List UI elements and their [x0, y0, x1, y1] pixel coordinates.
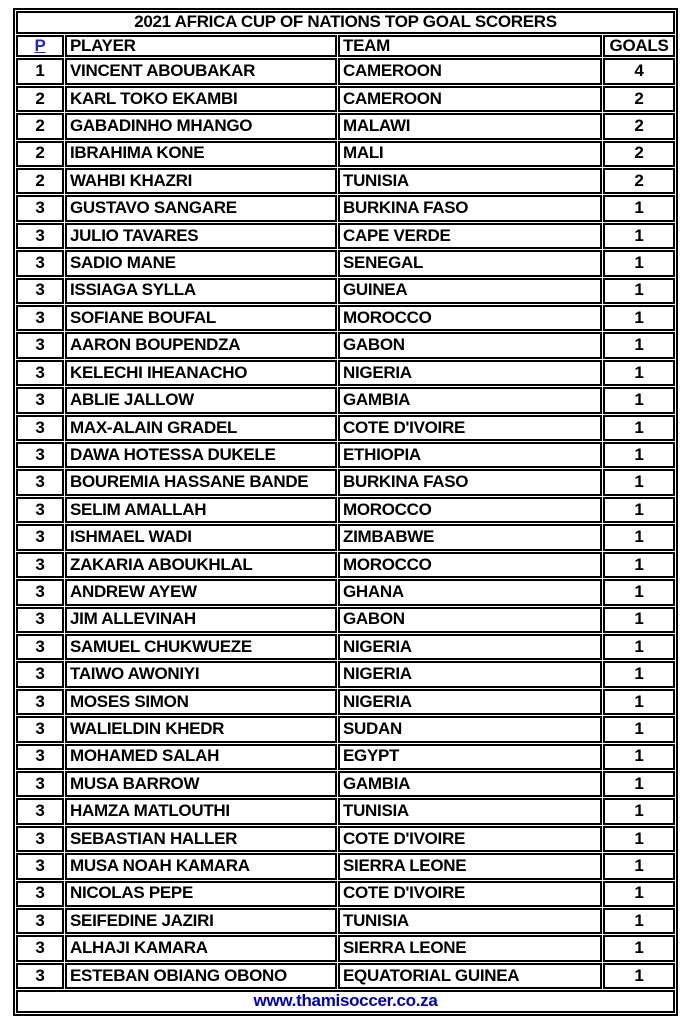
cell-player: IBRAHIMA KONE	[65, 141, 337, 167]
cell-goals: 1	[603, 935, 675, 961]
cell-player: KELECHI IHEANACHO	[65, 360, 337, 386]
cell-goals: 1	[603, 853, 675, 879]
cell-team: CAMEROON	[338, 58, 602, 84]
cell-goals: 1	[603, 963, 675, 990]
cell-player: AARON BOUPENDZA	[65, 332, 337, 358]
cell-goals: 1	[603, 689, 675, 715]
cell-team: BURKINA FASO	[338, 469, 602, 495]
cell-goals: 2	[603, 168, 675, 194]
cell-player: SEIFEDINE JAZIRI	[65, 908, 337, 934]
cell-goals: 1	[603, 387, 675, 413]
cell-player: WAHBI KHAZRI	[65, 168, 337, 194]
table-row	[16, 168, 675, 194]
cell-team: NIGERIA	[338, 661, 602, 687]
cell-pos: 3	[16, 826, 64, 852]
cell-player: ZAKARIA ABOUKHLAL	[65, 552, 337, 578]
cell-pos: 1	[16, 58, 64, 84]
scorers-table	[13, 8, 678, 1016]
cell-player: NICOLAS PEPE	[65, 881, 337, 907]
cell-team: ZIMBABWE	[338, 524, 602, 550]
title-row	[16, 11, 675, 34]
cell-goals: 2	[603, 113, 675, 139]
column-header-pos-cell	[16, 35, 64, 58]
cell-goals: 1	[603, 661, 675, 687]
cell-team: EQUATORIAL GUINEA	[338, 963, 602, 990]
cell-player: SELIM AMALLAH	[65, 497, 337, 523]
table-row	[16, 223, 675, 249]
cell-player: JULIO TAVARES	[65, 223, 337, 249]
cell-pos: 3	[16, 579, 64, 605]
table-row	[16, 744, 675, 770]
table-row	[16, 716, 675, 742]
cell-goals: 4	[603, 58, 675, 84]
cell-player: HAMZA MATLOUTHI	[65, 798, 337, 824]
cell-goals: 1	[603, 278, 675, 304]
cell-pos: 3	[16, 332, 64, 358]
table-row	[16, 935, 675, 961]
cell-team: GAMBIA	[338, 387, 602, 413]
cell-team: NIGERIA	[338, 360, 602, 386]
cell-pos: 3	[16, 360, 64, 386]
cell-player: ALHAJI KAMARA	[65, 935, 337, 961]
cell-pos: 3	[16, 689, 64, 715]
table-row	[16, 305, 675, 331]
cell-team: MOROCCO	[338, 497, 602, 523]
cell-pos: 3	[16, 305, 64, 331]
cell-pos: 3	[16, 716, 64, 742]
cell-team: GUINEA	[338, 278, 602, 304]
cell-goals: 1	[603, 607, 675, 633]
cell-pos: 3	[16, 278, 64, 304]
cell-pos: 3	[16, 607, 64, 633]
cell-player: GUSTAVO SANGARE	[65, 195, 337, 221]
cell-team: COTE D'IVOIRE	[338, 881, 602, 907]
table-row	[16, 963, 675, 990]
cell-team: GAMBIA	[338, 771, 602, 797]
table-row	[16, 607, 675, 633]
table-row	[16, 853, 675, 879]
column-header-player: PLAYER	[65, 35, 337, 58]
table-title: 2021 AFRICA CUP OF NATIONS TOP GOAL SCORERS	[16, 11, 675, 34]
cell-pos: 3	[16, 469, 64, 495]
footer-link[interactable]: www.thamisoccer.co.za	[253, 991, 438, 1011]
table-row	[16, 86, 675, 112]
header-row	[16, 35, 675, 58]
cell-pos: 2	[16, 113, 64, 139]
cell-pos: 3	[16, 853, 64, 879]
table-row	[16, 661, 675, 687]
cell-team: GABON	[338, 332, 602, 358]
cell-pos: 3	[16, 250, 64, 276]
cell-pos: 3	[16, 442, 64, 468]
cell-team: CAMEROON	[338, 86, 602, 112]
cell-pos: 3	[16, 771, 64, 797]
cell-team: GABON	[338, 607, 602, 633]
table-body	[16, 58, 675, 989]
table-row	[16, 58, 675, 84]
table-row	[16, 415, 675, 441]
table-row	[16, 141, 675, 167]
cell-goals: 1	[603, 771, 675, 797]
cell-pos: 2	[16, 168, 64, 194]
cell-pos: 3	[16, 935, 64, 961]
table-row	[16, 332, 675, 358]
cell-goals: 2	[603, 86, 675, 112]
cell-pos: 3	[16, 497, 64, 523]
cell-player: SEBASTIAN HALLER	[65, 826, 337, 852]
cell-goals: 1	[603, 195, 675, 221]
cell-player: TAIWO AWONIYI	[65, 661, 337, 687]
cell-goals: 1	[603, 332, 675, 358]
cell-team: BURKINA FASO	[338, 195, 602, 221]
cell-team: TUNISIA	[338, 908, 602, 934]
cell-player: GABADINHO MHANGO	[65, 113, 337, 139]
cell-team: COTE D'IVOIRE	[338, 415, 602, 441]
cell-pos: 3	[16, 744, 64, 770]
table-row	[16, 469, 675, 495]
cell-team: ETHIOPIA	[338, 442, 602, 468]
cell-team: COTE D'IVOIRE	[338, 826, 602, 852]
cell-goals: 1	[603, 798, 675, 824]
cell-goals: 1	[603, 634, 675, 660]
column-header-team: TEAM	[338, 35, 602, 58]
footer-cell	[16, 990, 675, 1013]
cell-player: ISSIAGA SYLLA	[65, 278, 337, 304]
cell-team: CAPE VERDE	[338, 223, 602, 249]
cell-player: JIM ALLEVINAH	[65, 607, 337, 633]
cell-team: MOROCCO	[338, 305, 602, 331]
table-row	[16, 497, 675, 523]
cell-pos: 3	[16, 798, 64, 824]
column-header-goals: GOALS	[603, 35, 675, 58]
cell-player: WALIELDIN KHEDR	[65, 716, 337, 742]
cell-goals: 1	[603, 223, 675, 249]
cell-team: MALI	[338, 141, 602, 167]
cell-pos: 3	[16, 524, 64, 550]
cell-team: SENEGAL	[338, 250, 602, 276]
cell-goals: 1	[603, 250, 675, 276]
cell-player: MOHAMED SALAH	[65, 744, 337, 770]
cell-pos: 3	[16, 881, 64, 907]
table-row	[16, 579, 675, 605]
cell-team: TUNISIA	[338, 168, 602, 194]
cell-player: SADIO MANE	[65, 250, 337, 276]
cell-pos: 3	[16, 552, 64, 578]
cell-pos: 3	[16, 223, 64, 249]
cell-goals: 1	[603, 524, 675, 550]
cell-goals: 1	[603, 881, 675, 907]
table-row	[16, 826, 675, 852]
cell-player: VINCENT ABOUBAKAR	[65, 58, 337, 84]
table-row	[16, 771, 675, 797]
cell-team: SUDAN	[338, 716, 602, 742]
table-row	[16, 908, 675, 934]
cell-pos: 3	[16, 387, 64, 413]
table-row	[16, 634, 675, 660]
cell-team: TUNISIA	[338, 798, 602, 824]
cell-pos: 2	[16, 141, 64, 167]
table-row	[16, 387, 675, 413]
cell-pos: 3	[16, 963, 64, 990]
cell-team: MOROCCO	[338, 552, 602, 578]
cell-team: MALAWI	[338, 113, 602, 139]
table-row	[16, 798, 675, 824]
cell-goals: 1	[603, 908, 675, 934]
cell-player: MUSA NOAH KAMARA	[65, 853, 337, 879]
cell-player: SOFIANE BOUFAL	[65, 305, 337, 331]
table-row	[16, 552, 675, 578]
cell-pos: 3	[16, 908, 64, 934]
cell-pos: 3	[16, 415, 64, 441]
cell-player: DAWA HOTESSA DUKELE	[65, 442, 337, 468]
cell-player: KARL TOKO EKAMBI	[65, 86, 337, 112]
cell-team: NIGERIA	[338, 689, 602, 715]
cell-player: SAMUEL CHUKWUEZE	[65, 634, 337, 660]
cell-team: EGYPT	[338, 744, 602, 770]
cell-goals: 1	[603, 716, 675, 742]
cell-player: ABLIE JALLOW	[65, 387, 337, 413]
table-row	[16, 278, 675, 304]
cell-goals: 1	[603, 497, 675, 523]
footer-row	[16, 990, 675, 1013]
cell-player: BOUREMIA HASSANE BANDE	[65, 469, 337, 495]
column-header-pos-link[interactable]: P	[34, 35, 46, 55]
table-row	[16, 113, 675, 139]
cell-player: MOSES SIMON	[65, 689, 337, 715]
cell-goals: 1	[603, 744, 675, 770]
table-row	[16, 442, 675, 468]
cell-team: SIERRA LEONE	[338, 853, 602, 879]
table-row	[16, 250, 675, 276]
cell-player: MUSA BARROW	[65, 771, 337, 797]
cell-goals: 1	[603, 469, 675, 495]
cell-pos: 3	[16, 661, 64, 687]
cell-goals: 1	[603, 552, 675, 578]
cell-goals: 2	[603, 141, 675, 167]
cell-pos: 2	[16, 86, 64, 112]
cell-player: MAX-ALAIN GRADEL	[65, 415, 337, 441]
table-row	[16, 689, 675, 715]
cell-goals: 1	[603, 305, 675, 331]
cell-goals: 1	[603, 579, 675, 605]
table-row	[16, 524, 675, 550]
cell-player: ANDREW AYEW	[65, 579, 337, 605]
cell-goals: 1	[603, 415, 675, 441]
table-row	[16, 195, 675, 221]
cell-goals: 1	[603, 360, 675, 386]
cell-player: ESTEBAN OBIANG OBONO	[65, 963, 337, 990]
cell-goals: 1	[603, 826, 675, 852]
cell-goals: 1	[603, 442, 675, 468]
cell-player: ISHMAEL WADI	[65, 524, 337, 550]
cell-pos: 3	[16, 195, 64, 221]
cell-pos: 3	[16, 634, 64, 660]
cell-team: SIERRA LEONE	[338, 935, 602, 961]
cell-team: NIGERIA	[338, 634, 602, 660]
cell-team: GHANA	[338, 579, 602, 605]
table-row	[16, 360, 675, 386]
table-row	[16, 881, 675, 907]
